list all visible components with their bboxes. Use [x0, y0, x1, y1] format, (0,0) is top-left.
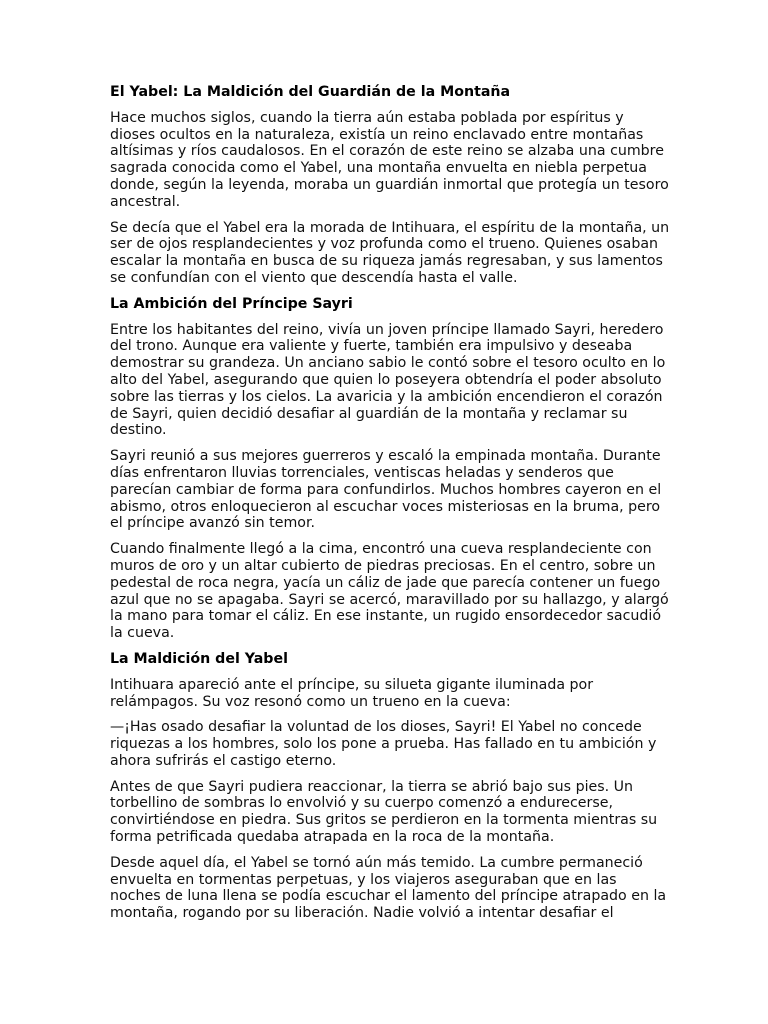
document-title: El Yabel: La Maldición del Guardián de la Montaña — [110, 84, 511, 100]
paragraph: Cuando finalmente llegó a la cima, encontró una cueva resplandeciente con muros de oro y un altar cubierto de piedras preciosas. En el centro, sobre un pedestal de roca negra, yacía un cáliz de jade que parecía contener un fuego azul que no se apagaba. Sayri se acercó, maravillado por su hallazgo, y alargó la mano para tomar el cáliz. En ese instante, un rugido ensordecedor sacudió la cueva. — [110, 541, 669, 642]
paragraph: Hace muchos siglos, cuando la tierra aún estaba poblada por espíritus y dioses ocultos en la naturaleza, existía un reino enclavado entre montañas altísimas y ríos caudalosos. En el corazón de este reino se alzaba una cumbre sagrada conocida como el Yabel, una montaña envuelta en niebla perpetua donde, según la leyenda, moraba un guardián inmortal que protegía un tesoro ancestral. — [110, 109, 669, 210]
document-page — [110, 78, 670, 931]
paragraph: Antes de que Sayri pudiera reaccionar, la tierra se abrió bajo sus pies. Un torbellino de sombras lo envolvió y su cuerpo comenzó a endurecerse, convirtiéndose en piedra. Sus gritos se perdieron en la tormenta mientras su forma petrificada quedaba atrapada en la roca de la montaña. — [110, 778, 658, 846]
section-heading-ambicion: La Ambición del Príncipe Sayri — [110, 295, 353, 312]
section-heading-maldicion: La Maldición del Yabel — [110, 650, 288, 667]
paragraph: Sayri reunió a sus mejores guerreros y escaló la empinada montaña. Durante días enfrentaron lluvias torrenciales, ventiscas heladas y senderos que parecían cambiar de forma para confundirlos. Muchos hombres cayeron en el abismo, otros enloquecieron al escuchar voces misteriosas en la bruma, pero el príncipe avanzó sin temor. — [110, 448, 662, 532]
paragraph: Intihuara apareció ante el príncipe, su silueta gigante iluminada por relámpagos. Su voz resonó como un trueno en la cueva: — [110, 676, 594, 710]
paragraph: Desde aquel día, el Yabel se tornó aún más temido. La cumbre permaneció envuelta en tormentas perpetuas, y los viajeros aseguraban que en las noches de luna llena se podía escuchar el lamento del príncipe atrapado en la montaña, rogando por su liberación. Nadie volvió a intentar desafiar el — [110, 854, 667, 922]
dialogue-paragraph: —¡Has osado desafiar la voluntad de los dioses, Sayri! El Yabel no concede riquezas a los hombres, solo los pone a prueba. Has fallado en tu ambición y ahora sufrirás el castigo eterno. — [110, 719, 657, 769]
paragraph: Se decía que el Yabel era la morada de Intihuara, el espíritu de la montaña, un ser de ojos resplandecientes y voz profunda como el trueno. Quienes osaban escalar la montaña en busca de su riqueza jamás regresaban, y sus lamentos se confundían con el viento que descendía hasta el valle. — [110, 219, 670, 286]
paragraph: Entre los habitantes del reino, vivía un joven príncipe llamado Sayri, heredero del trono. Aunque era valiente y fuerte, también era impulsivo y deseaba demostrar su grandeza. Un anciano sabio le contó sobre el tesoro oculto en lo alto del Yabel, asegurando que quien lo poseyera obtendría el poder absoluto sobre las tierras y los cielos. La avaricia y la ambición encendieron el corazón de Sayri, quien decidió desafiar al guardián de la montaña y reclamar su destino. — [110, 321, 666, 439]
